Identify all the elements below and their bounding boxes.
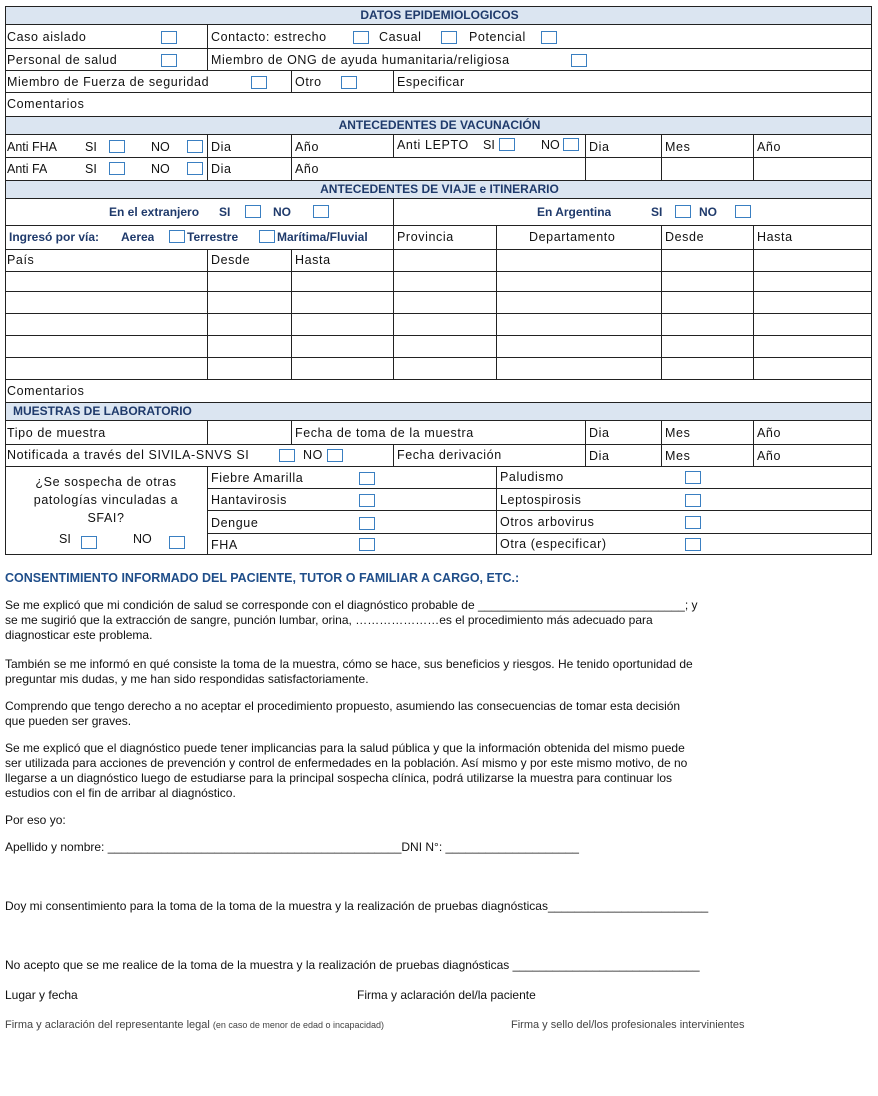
extranjero-si-checkbox[interactable]	[245, 205, 261, 218]
consent-p3-line1: Comprendo que tengo derecho a no aceptar el procedimiento propuesto, asumiendo las consecuencias de tomar esta decisión	[5, 699, 681, 713]
anti-fha-ano: Año	[295, 140, 320, 154]
sospecha-no-checkbox[interactable]	[169, 536, 185, 549]
lugar-fecha-label: Lugar y fecha	[5, 988, 78, 1002]
fuerza-seguridad-checkbox[interactable]	[251, 76, 267, 89]
hasta-header-ar: Hasta	[757, 230, 793, 244]
especificar-label: Especificar	[397, 75, 465, 89]
anti-fa-dia: Dia	[211, 162, 232, 176]
aerea-label: Aerea	[121, 230, 155, 244]
section-header-datos: DATOS EPIDEMIOLOGICOS	[5, 6, 872, 24]
argentina-si-checkbox[interactable]	[675, 205, 691, 218]
anti-lepto-dia: Dia	[589, 140, 610, 154]
comentarios-label: Comentarios	[7, 97, 85, 111]
sospecha-line3: SFAI?	[87, 511, 125, 525]
provincia-header: Provincia	[397, 230, 454, 244]
argentina-label: En Argentina	[537, 205, 612, 219]
dengue-checkbox[interactable]	[359, 517, 375, 530]
argentina-si-label: SI	[651, 205, 663, 219]
section-header-viaje: ANTECEDENTES DE VIAJE e ITINERARIO	[5, 180, 872, 198]
por-eso-yo: Por eso yo:	[5, 813, 66, 827]
notificada-si-checkbox[interactable]	[279, 449, 295, 462]
otros-arbovirus-checkbox[interactable]	[685, 516, 701, 529]
terrestre-checkbox[interactable]	[259, 230, 275, 243]
paludismo-checkbox[interactable]	[685, 471, 701, 484]
section-header-vacunacion: ANTECEDENTES DE VACUNACIÓN	[5, 116, 872, 134]
firma-representante-note: (en caso de menor de edad o incapacidad)	[212, 1020, 385, 1030]
consent-p4-line4: estudios con el fin de arribar al diagnóstico.	[5, 786, 236, 800]
otro-checkbox[interactable]	[341, 76, 357, 89]
fiebre-amarilla-checkbox[interactable]	[359, 472, 375, 485]
notificada-no-checkbox[interactable]	[327, 449, 343, 462]
toma-ano: Año	[757, 426, 782, 440]
anti-fha-label: Anti FHA	[7, 140, 58, 154]
apellido-nombre-line[interactable]: Apellido y nombre: ____________________________________________DNI N°: ____________________	[5, 840, 579, 854]
argentina-no-checkbox[interactable]	[735, 205, 751, 218]
leptospirosis-label: Leptospirosis	[500, 493, 582, 507]
hantavirosis-label: Hantavirosis	[211, 493, 287, 507]
anti-lepto-mes: Mes	[665, 140, 691, 154]
miembro-ong-checkbox[interactable]	[571, 54, 587, 67]
sospecha-si-checkbox[interactable]	[81, 536, 97, 549]
consent-p4-line2: ser utilizada para acciones de prevención y control de enfermedades en la población. Así mismo y por este mismo motivo, de no	[5, 756, 688, 770]
consent-title: CONSENTIMIENTO INFORMADO DEL PACIENTE, TUTOR O FAMILIAR A CARGO, ETC.:	[5, 571, 520, 585]
personal-salud-label: Personal de salud	[7, 53, 118, 67]
anti-fa-si-checkbox[interactable]	[109, 162, 125, 175]
toma-mes: Mes	[665, 426, 691, 440]
dengue-label: Dengue	[211, 516, 259, 530]
paludismo-label: Paludismo	[500, 470, 564, 484]
derivacion-dia: Dia	[589, 449, 610, 463]
fha-label: FHA	[211, 538, 238, 552]
ingreso-label: Ingresó por vía:	[9, 230, 100, 244]
anti-lepto-no-label: NO	[541, 138, 560, 152]
doy-consentimiento-line[interactable]: Doy mi consentimiento para la toma de la toma de la muestra y la realización de pruebas diagnósticas________________________	[5, 899, 709, 913]
aerea-checkbox[interactable]	[169, 230, 185, 243]
anti-fha-si-checkbox[interactable]	[109, 140, 125, 153]
consent-p1-line3: diagnosticar este problema.	[5, 628, 153, 642]
anti-lepto-no-checkbox[interactable]	[563, 138, 579, 151]
leptospirosis-checkbox[interactable]	[685, 494, 701, 507]
extranjero-si-label: SI	[219, 205, 231, 219]
no-acepto-line[interactable]: No acepto que se me realice de la toma de la muestra y la realización de pruebas diagnósticas ____________________________	[5, 958, 700, 972]
anti-lepto-si-checkbox[interactable]	[499, 138, 515, 151]
pais-header: País	[7, 253, 35, 267]
desde-header-ar: Desde	[665, 230, 705, 244]
extranjero-label: En el extranjero	[109, 205, 200, 219]
otro-label: Otro	[295, 75, 322, 89]
firma-paciente-label: Firma y aclaración del/la paciente	[357, 988, 536, 1002]
anti-fa-label: Anti FA	[7, 162, 48, 176]
contacto-estrecho-checkbox[interactable]	[353, 31, 369, 44]
caso-aislado-checkbox[interactable]	[161, 31, 177, 44]
consent-p3-line2: que pueden ser graves.	[5, 714, 132, 728]
sospecha-line2: patologías vinculadas a	[33, 493, 179, 507]
casual-label: Casual	[379, 30, 422, 44]
fuerza-seguridad-label: Miembro de Fuerza de seguridad	[7, 75, 210, 89]
consent-p2-line1: También se me informó en qué consiste la toma de la muestra, cómo se hace, sus beneficios y riesgos. He tenido oportunidad de	[5, 657, 693, 671]
epidemiology-form	[5, 6, 872, 555]
consent-p1-line2: se me sugirió que la extracción de sangre, punción lumbar, orina, …………………es el procedimiento más adecuado para	[5, 613, 653, 627]
fha-checkbox[interactable]	[359, 538, 375, 551]
anti-fha-dia: Dia	[211, 140, 232, 154]
miembro-ong-label: Miembro de ONG de ayuda humanitaria/religiosa	[211, 53, 510, 67]
anti-lepto-si-label: SI	[483, 138, 495, 152]
firma-representante-label: Firma y aclaración del representante legal (en caso de menor de edad o incapacidad)	[5, 1019, 385, 1031]
derivacion-ano: Año	[757, 449, 782, 463]
otros-arbovirus-label: Otros arbovirus	[500, 515, 595, 529]
potencial-label: Potencial	[469, 30, 526, 44]
potencial-checkbox[interactable]	[541, 31, 557, 44]
anti-lepto-label: Anti LEPTO	[397, 138, 469, 152]
anti-fa-si-label: SI	[85, 162, 97, 176]
anti-fha-no-label: NO	[151, 140, 170, 154]
notificada-label: Notificada a través del SIVILA-SNVS SI	[7, 448, 250, 462]
extranjero-no-label: NO	[273, 205, 291, 219]
tipo-muestra-label: Tipo de muestra	[7, 426, 106, 440]
anti-fa-no-checkbox[interactable]	[187, 162, 203, 175]
anti-fa-no-label: NO	[151, 162, 170, 176]
hantavirosis-checkbox[interactable]	[359, 494, 375, 507]
personal-salud-checkbox[interactable]	[161, 54, 177, 67]
otra-especificar-checkbox[interactable]	[685, 538, 701, 551]
anti-lepto-ano: Año	[757, 140, 782, 154]
notificada-no-label: NO	[303, 448, 323, 462]
fecha-toma-label: Fecha de toma de la muestra	[295, 426, 474, 440]
desde-header-ext: Desde	[211, 253, 251, 267]
sospecha-si-label: SI	[59, 532, 71, 546]
fiebre-amarilla-label: Fiebre Amarilla	[211, 471, 304, 485]
anti-fa-ano: Año	[295, 162, 320, 176]
sospecha-no-label: NO	[133, 532, 152, 546]
sospecha-line1: ¿Se sospecha de otras	[35, 475, 177, 489]
consent-p2-line2: preguntar mis dudas, y me han sido respondidas satisfactoriamente.	[5, 672, 369, 686]
anti-fha-si-label: SI	[85, 140, 97, 154]
maritima-label: Marítima/Fluvial	[277, 230, 368, 244]
derivacion-mes: Mes	[665, 449, 691, 463]
caso-aislado-label: Caso aislado	[7, 30, 87, 44]
firma-profesionales-label: Firma y sello del/los profesionales intervinientes	[511, 1019, 745, 1031]
hasta-header-ext: Hasta	[295, 253, 331, 267]
consent-p1-line1: Se me explicó que mi condición de salud se corresponde con el diagnóstico probable de _______________________________; y	[5, 598, 698, 612]
toma-dia: Dia	[589, 426, 610, 440]
fecha-derivacion-label: Fecha derivación	[397, 448, 502, 462]
consent-p4-line1: Se me explicó que el diagnóstico puede tener implicancias para la salud pública y que la información obtenida del mismo puede	[5, 741, 685, 755]
contacto-label: Contacto: estrecho	[211, 30, 327, 44]
argentina-no-label: NO	[699, 205, 717, 219]
casual-checkbox[interactable]	[441, 31, 457, 44]
section-header-muestras: MUESTRAS DE LABORATORIO	[5, 402, 872, 420]
anti-fha-no-checkbox[interactable]	[187, 140, 203, 153]
extranjero-no-checkbox[interactable]	[313, 205, 329, 218]
terrestre-label: Terrestre	[187, 230, 239, 244]
otra-especificar-label: Otra (especificar)	[500, 537, 607, 551]
departamento-header: Departamento	[529, 230, 616, 244]
viaje-comentarios-label: Comentarios	[7, 384, 85, 398]
consent-p4-line3: llegarse a un diagnóstico luego de estudiarse para la principal sospecha clínica, podrá utilizarse la muestra para continuar los	[5, 771, 673, 785]
